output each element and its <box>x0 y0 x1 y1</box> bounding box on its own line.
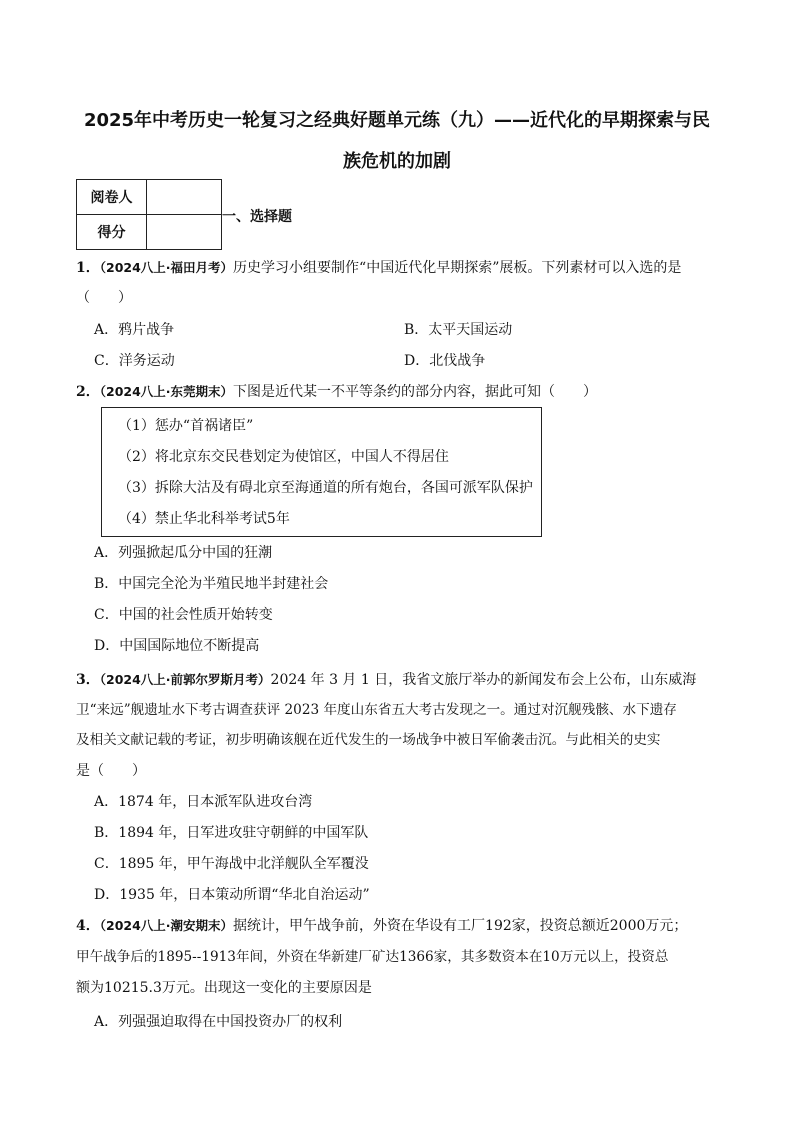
grader-cell[interactable] <box>147 180 222 215</box>
question-1-option-b[interactable]: B．太平天国运动 <box>404 322 513 338</box>
question-1-stem-cont: （ ） <box>76 290 132 306</box>
score-label: 得分 <box>77 215 147 250</box>
question-2-option-a[interactable]: A．列强掀起瓜分中国的狂潮 <box>94 545 273 561</box>
question-3-stem <box>76 670 696 690</box>
question-number: 2． <box>76 384 100 400</box>
document-title-line1: 2025年中考历史一轮复习之经典好题单元练（九）——近代化的早期探索与民 <box>83 110 711 131</box>
question-2-option-b[interactable]: B．中国完全沦为半殖民地半封建社会 <box>94 576 329 592</box>
question-1-stem <box>76 258 681 278</box>
question-2-option-c[interactable]: C．中国的社会性质开始转变 <box>94 607 273 623</box>
treaty-clause-3: （3）拆除大沽及有碍北京至海通道的所有炮台，各国可派军队保护 <box>118 480 533 496</box>
grader-label: 阅卷人 <box>77 180 147 215</box>
treaty-clause-2: （2）将北京东交民巷划定为使馆区，中国人不得居住 <box>118 449 449 465</box>
question-source: （2024八上·前郭尔罗斯月考） <box>99 672 271 687</box>
question-text: 历史学习小组要制作“中国近代化早期探索”展板。下列素材可以入选的是 <box>233 260 682 276</box>
treaty-clause-1: （1）惩办“首祸诸臣” <box>118 418 254 434</box>
section-title: 一、选择题 <box>222 209 292 225</box>
question-4-option-a[interactable]: A．列强强迫取得在中国投资办厂的权利 <box>94 1014 343 1030</box>
question-text: 下图是近代某一不平等条约的部分内容，据此可知（ ） <box>233 384 598 400</box>
question-text: 据统计，甲午战争前，外资在华设有工厂192家，投资总额近2000万元； <box>233 918 688 934</box>
score-table <box>76 179 222 250</box>
document-title-line2: 族危机的加剧 <box>343 151 451 172</box>
question-3-option-c[interactable]: C．1895 年，甲午海战中北洋舰队全军覆没 <box>94 856 369 872</box>
question-number: 4． <box>76 918 100 934</box>
question-2-option-d[interactable]: D．中国国际地位不断提高 <box>94 638 260 654</box>
question-1-option-c[interactable]: C．洋务运动 <box>94 353 175 369</box>
question-2-stem <box>76 382 597 402</box>
question-number: 1． <box>76 260 100 276</box>
question-4-stem <box>76 916 687 936</box>
question-3-stem-cont2: 及相关文献记载的考证，初步明确该舰在近代发生的一场战争中被日军偷袭击沉。与此相关的史实 <box>76 732 661 748</box>
question-3-option-b[interactable]: B．1894 年，日军进攻驻守朝鲜的中国军队 <box>94 825 369 841</box>
question-3-option-d[interactable]: D．1935 年，日本策动所谓“华北自治运动” <box>94 887 370 903</box>
question-source: （2024八上·东莞期末） <box>99 384 234 399</box>
question-1-option-d[interactable]: D．北伐战争 <box>404 353 486 369</box>
question-3-option-a[interactable]: A．1874 年，日本派军队进攻台湾 <box>94 794 313 810</box>
question-source: （2024八上·福田月考） <box>99 260 234 275</box>
treaty-clause-4: （4）禁止华北科举考试5年 <box>118 511 290 527</box>
score-cell[interactable] <box>147 215 222 250</box>
question-text: 2024 年 3 月 1 日，我省文旅厅举办的新闻发布会上公布，山东威海 <box>270 672 697 688</box>
question-3-stem-cont3: 是（ ） <box>76 763 146 779</box>
question-3-stem-cont1: 卫“来远”舰遗址水下考古调查获评 2023 年度山东省五大考古发现之一。通过对沉舰残骸、水下遗存 <box>76 702 677 718</box>
question-4-stem-cont2: 额为10215.3万元。出现这一变化的主要原因是 <box>76 980 372 996</box>
question-1-option-a[interactable]: A．鸦片战争 <box>94 322 175 338</box>
question-source: （2024八上·潮安期末） <box>99 918 234 933</box>
question-4-stem-cont1: 甲午战争后的1895--1913年间，外资在华新建厂矿达1366家，其多数资本在10万元以上，投资总 <box>76 949 669 965</box>
question-number: 3． <box>76 672 100 688</box>
